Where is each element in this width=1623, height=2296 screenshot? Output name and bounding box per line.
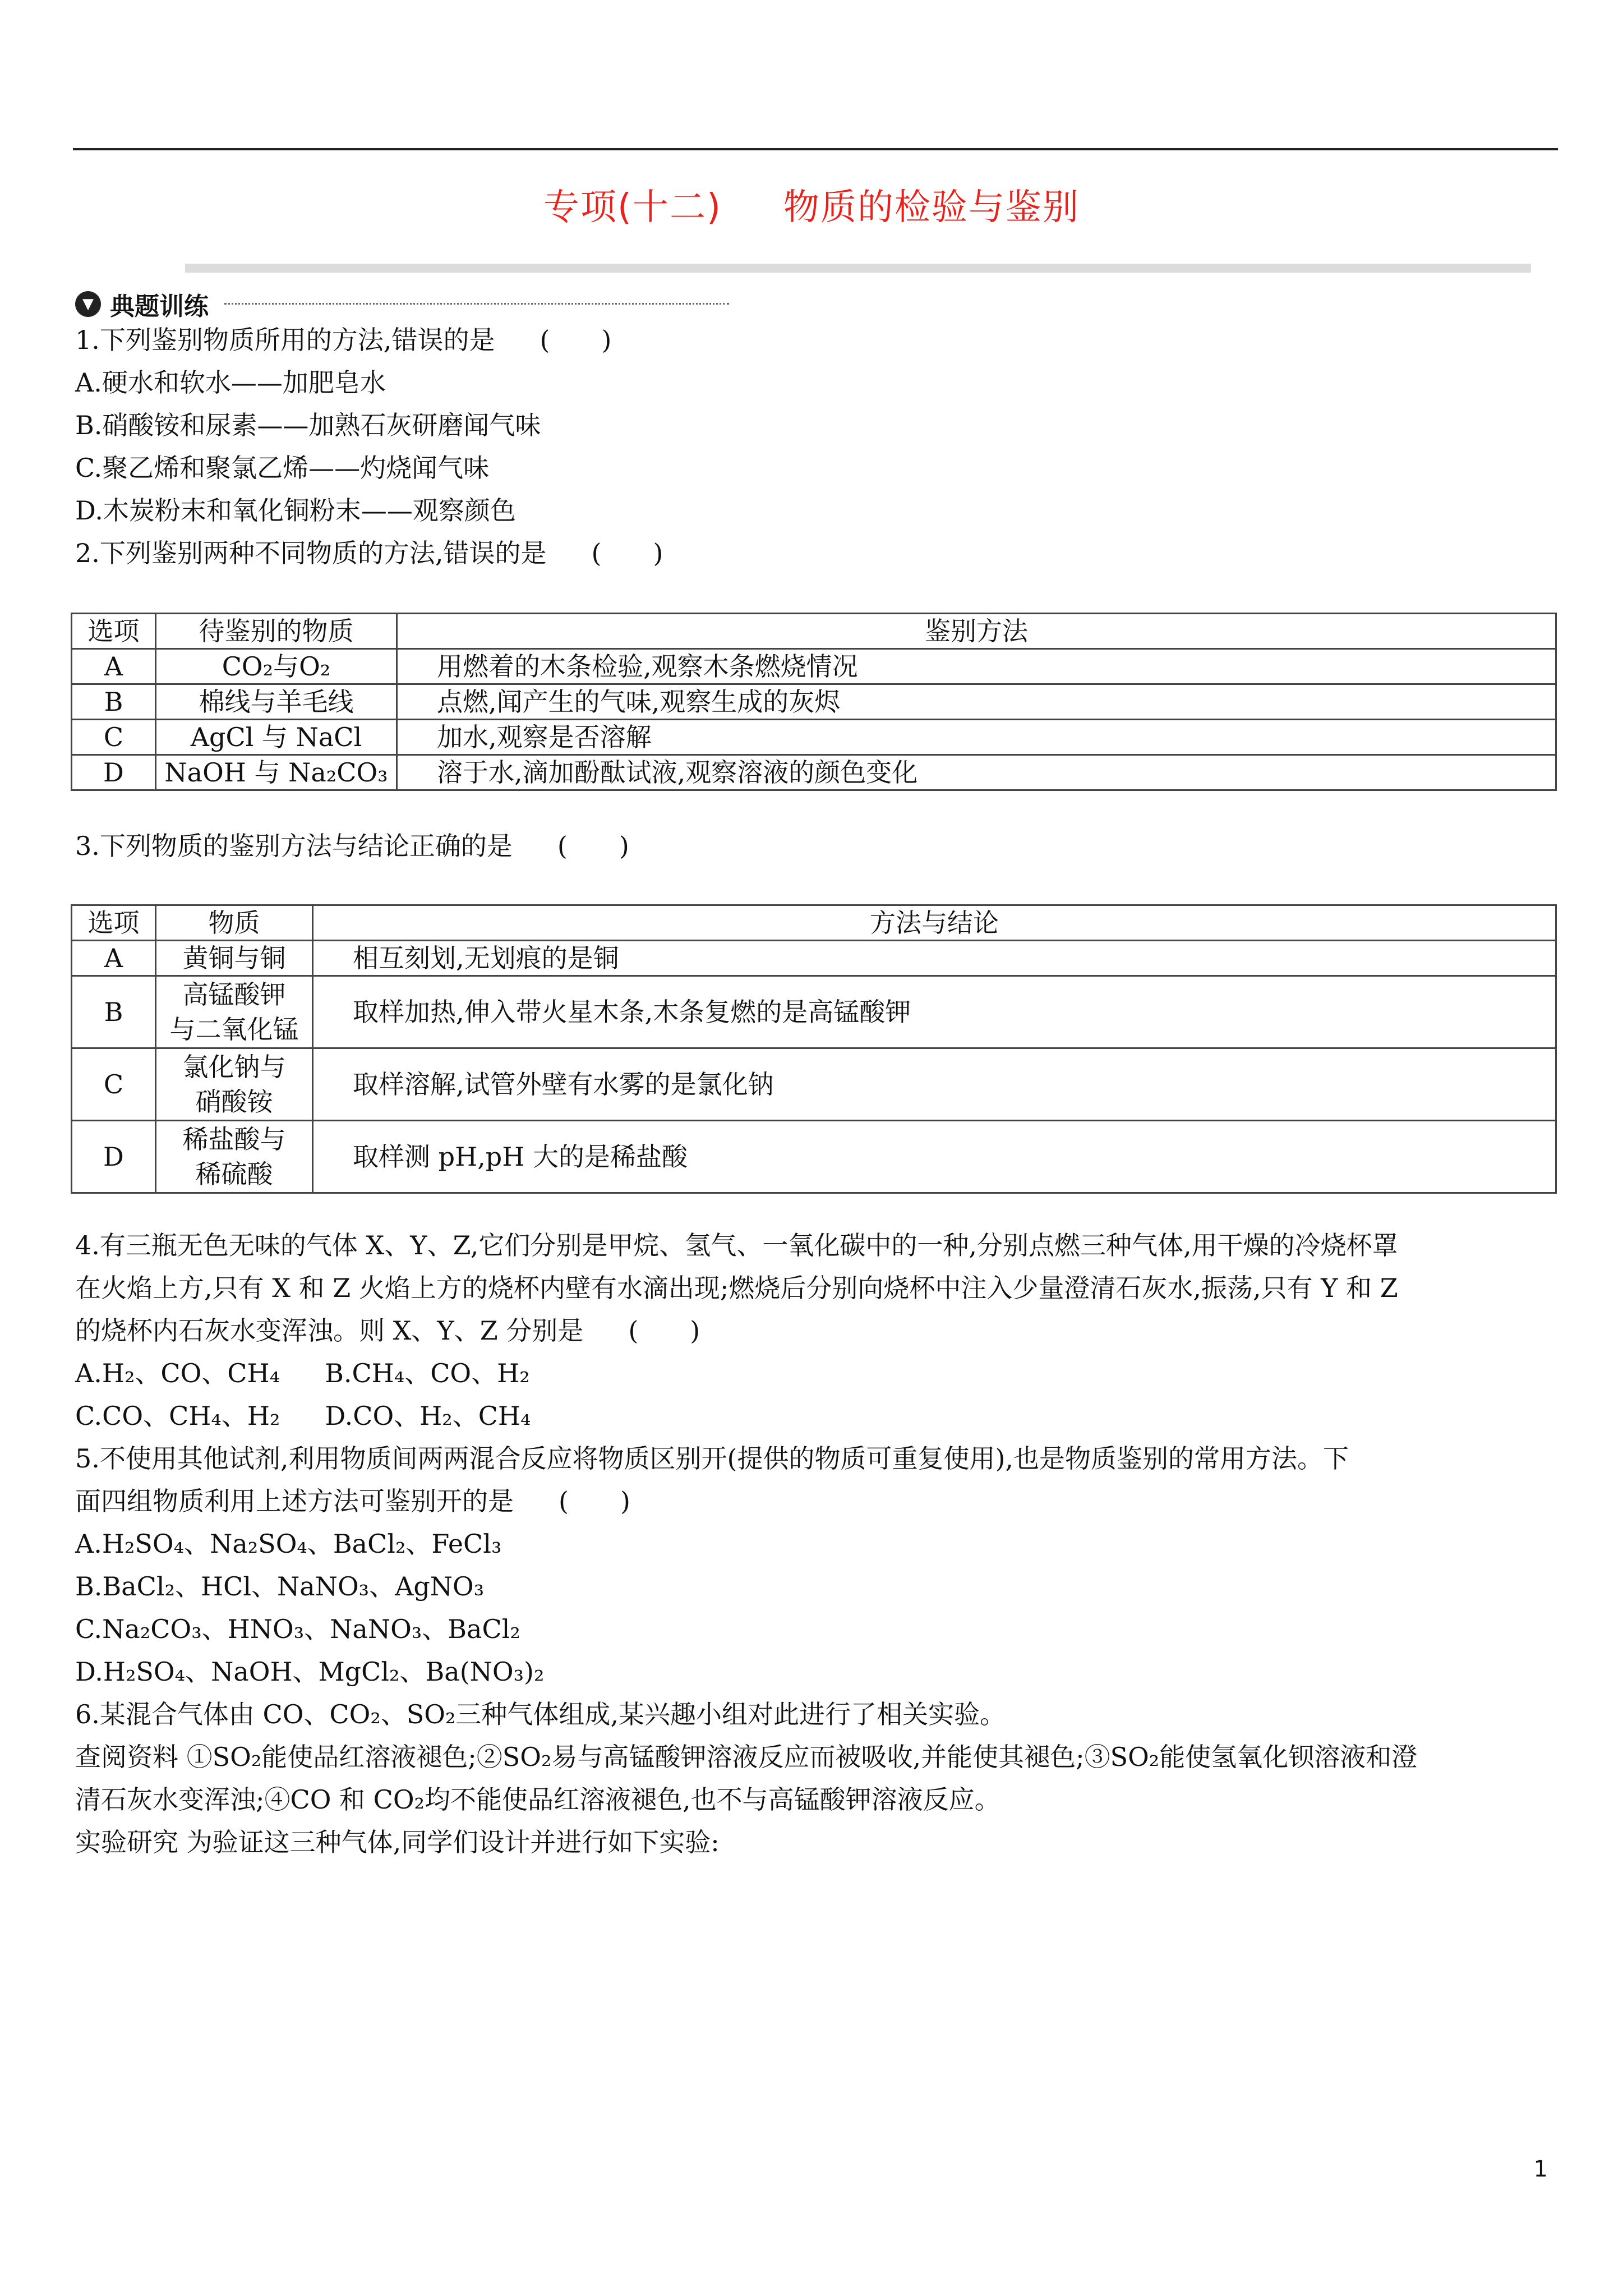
triangle-down-icon: ▼	[75, 291, 101, 317]
table-cell-substances: CO₂与O₂	[156, 649, 397, 684]
table-cell-substances: 黄铜与铜	[156, 941, 313, 976]
table-cell-method: 用燃着的木条检验,观察木条燃烧情况	[397, 649, 1556, 684]
q1-option-b: B.硝酸铵和尿素——加熟石灰研磨闻气味	[75, 410, 541, 440]
section-label: 典题训练	[110, 292, 209, 321]
q4-option-a: A.H₂、CO、CH₄	[75, 1358, 280, 1388]
table-cell-substances: AgCl 与 NaCl	[156, 720, 397, 755]
q5-line-2-text: 面四组物质利用上述方法可鉴别开的是	[75, 1486, 514, 1516]
q4-option-d: D.CO、H₂、CH₄	[325, 1401, 531, 1431]
q3-stem-text: 3.下列物质的鉴别方法与结论正确的是	[75, 831, 513, 861]
substance-line-1: 氯化钠与	[182, 1052, 286, 1082]
q2-stem-text: 2.下列鉴别两种不同物质的方法,错误的是	[75, 538, 547, 568]
q1-option-c: C.聚乙烯和聚氯乙烯——灼烧闻气味	[75, 453, 490, 483]
q6-line-1: 6.某混合气体由 CO、CO₂、SO₂三种气体组成,某兴趣小组对此进行了相关实验。	[75, 1699, 1006, 1729]
table-cell-substances	[156, 976, 313, 1048]
q4-option-c: C.CO、CH₄、H₂	[75, 1401, 280, 1431]
q4-answer-bracket: ( )	[628, 1315, 700, 1346]
header-rule	[73, 148, 1558, 150]
q6-line-2: 查阅资料 ①SO₂能使品红溶液褪色;②SO₂易与高锰酸钾溶液反应而被吸收,并能使其褪色;③SO₂能使氢氧化钡溶液和澄	[75, 1742, 1418, 1772]
substance-line-1: 稀盐酸与	[182, 1124, 286, 1154]
q2-answer-bracket: ( )	[591, 538, 663, 568]
table-cell-option: D	[72, 1121, 156, 1193]
substance-line-2: 与二氧化锰	[169, 1014, 299, 1045]
q1-option-d: D.木炭粉末和氧化铜粉末——观察颜色	[75, 495, 516, 526]
q5-option-d: D.H₂SO₄、NaOH、MgCl₂、Ba(NO₃)₂	[75, 1657, 545, 1687]
q4-line-1: 4.有三瓶无色无味的气体 X、Y、Z,它们分别是甲烷、氢气、一氧化碳中的一种,分别点燃三种气体,用干燥的冷烧杯罩	[75, 1230, 1398, 1260]
q3-answer-bracket: ( )	[557, 831, 629, 861]
q2-table	[71, 613, 1557, 791]
q5-option-a: A.H₂SO₄、Na₂SO₄、BaCl₂、FeCl₃	[75, 1529, 502, 1559]
q5-option-b: B.BaCl₂、HCl、NaNO₃、AgNO₃	[75, 1571, 485, 1602]
table-cell-method: 取样溶解,试管外壁有水雾的是氯化钠	[313, 1048, 1556, 1121]
table-cell-method: 取样加热,伸入带火星木条,木条复燃的是高锰酸钾	[313, 976, 1556, 1048]
table-cell-method: 取样测 pH,pH 大的是稀盐酸	[313, 1121, 1556, 1193]
table-cell-option: B	[72, 684, 156, 720]
table-cell-method: 溶于水,滴加酚酞试液,观察溶液的颜色变化	[397, 755, 1556, 790]
table-cell-option: A	[72, 941, 156, 976]
substance-line-2: 稀硫酸	[195, 1159, 273, 1189]
table-row	[72, 684, 1556, 720]
table-header-cell: 方法与结论	[313, 905, 1556, 941]
table-header-cell: 选项	[72, 905, 156, 941]
table-header-cell: 鉴别方法	[397, 614, 1556, 649]
q5-answer-bracket: ( )	[559, 1486, 630, 1516]
table-cell-substances	[156, 1121, 313, 1193]
table-cell-option: D	[72, 755, 156, 790]
table-row	[72, 755, 1556, 790]
table-header-row	[72, 614, 1556, 649]
table-cell-option: A	[72, 649, 156, 684]
title-left: 专项(十二)	[543, 187, 722, 228]
q5-option-c: C.Na₂CO₃、HNO₃、NaNO₃、BaCl₂	[75, 1614, 520, 1644]
page-title	[0, 178, 1623, 230]
q5-line-2	[75, 1484, 630, 1518]
substance-line-1: 高锰酸钾	[182, 979, 286, 1010]
q6-line-4: 实验研究 为验证这三种气体,同学们设计并进行如下实验:	[75, 1827, 720, 1857]
section-divider	[224, 303, 729, 305]
q1-stem	[75, 323, 611, 357]
table-header-cell: 待鉴别的物质	[156, 614, 397, 649]
table-row	[72, 1048, 1556, 1121]
q6-line-3: 清石灰水变浑浊;④CO 和 CO₂均不能使品红溶液褪色,也不与高锰酸钾溶液反应。	[75, 1784, 1000, 1815]
table-cell-substances	[156, 1048, 313, 1121]
substance-line-2: 硝酸铵	[195, 1087, 273, 1117]
title-right: 物质的检验与鉴别	[783, 187, 1080, 228]
page-number: 1	[1533, 2156, 1548, 2182]
q4-line-2: 在火焰上方,只有 X 和 Z 火焰上方的烧杯内壁有水滴出现;燃烧后分别向烧杯中注入少量澄清石灰水,振荡,只有 Y 和 Z	[75, 1273, 1398, 1303]
table-cell-option: B	[72, 976, 156, 1048]
table-header-row	[72, 905, 1556, 941]
q1-answer-bracket: ( )	[540, 325, 612, 355]
table-cell-method: 相互刻划,无划痕的是铜	[313, 941, 1556, 976]
q2-stem	[75, 536, 663, 570]
q1-option-a: A.硬水和软水——加肥皂水	[75, 367, 386, 398]
q3-table	[71, 904, 1557, 1194]
table-cell-option: C	[72, 1048, 156, 1121]
q5-line-1: 5.不使用其他试剂,利用物质间两两混合反应将物质区别开(提供的物质可重复使用),也是物质鉴别的常用方法。下	[75, 1443, 1349, 1474]
q4-options-row-2	[75, 1399, 531, 1433]
table-row	[72, 1121, 1556, 1193]
q4-options-row-1	[75, 1356, 530, 1390]
q4-line-3	[75, 1314, 700, 1347]
title-underbar	[185, 264, 1531, 273]
q4-line-3-text: 的烧杯内石灰水变浑浊。则 X、Y、Z 分别是	[75, 1315, 584, 1346]
table-cell-substances: NaOH 与 Na₂CO₃	[156, 755, 397, 790]
table-cell-method: 加水,观察是否溶解	[397, 720, 1556, 755]
table-cell-substances: 棉线与羊毛线	[156, 684, 397, 720]
q3-stem	[75, 829, 629, 863]
q1-stem-text: 1.下列鉴别物质所用的方法,错误的是	[75, 325, 495, 355]
table-cell-method: 点燃,闻产生的气味,观察生成的灰烬	[397, 684, 1556, 720]
table-row	[72, 976, 1556, 1048]
table-row	[72, 649, 1556, 684]
table-header-cell: 物质	[156, 905, 313, 941]
q4-option-b: B.CH₄、CO、H₂	[325, 1358, 530, 1388]
table-row	[72, 941, 1556, 976]
table-cell-option: C	[72, 720, 156, 755]
table-header-cell: 选项	[72, 614, 156, 649]
table-row	[72, 720, 1556, 755]
section-heading	[75, 286, 209, 322]
